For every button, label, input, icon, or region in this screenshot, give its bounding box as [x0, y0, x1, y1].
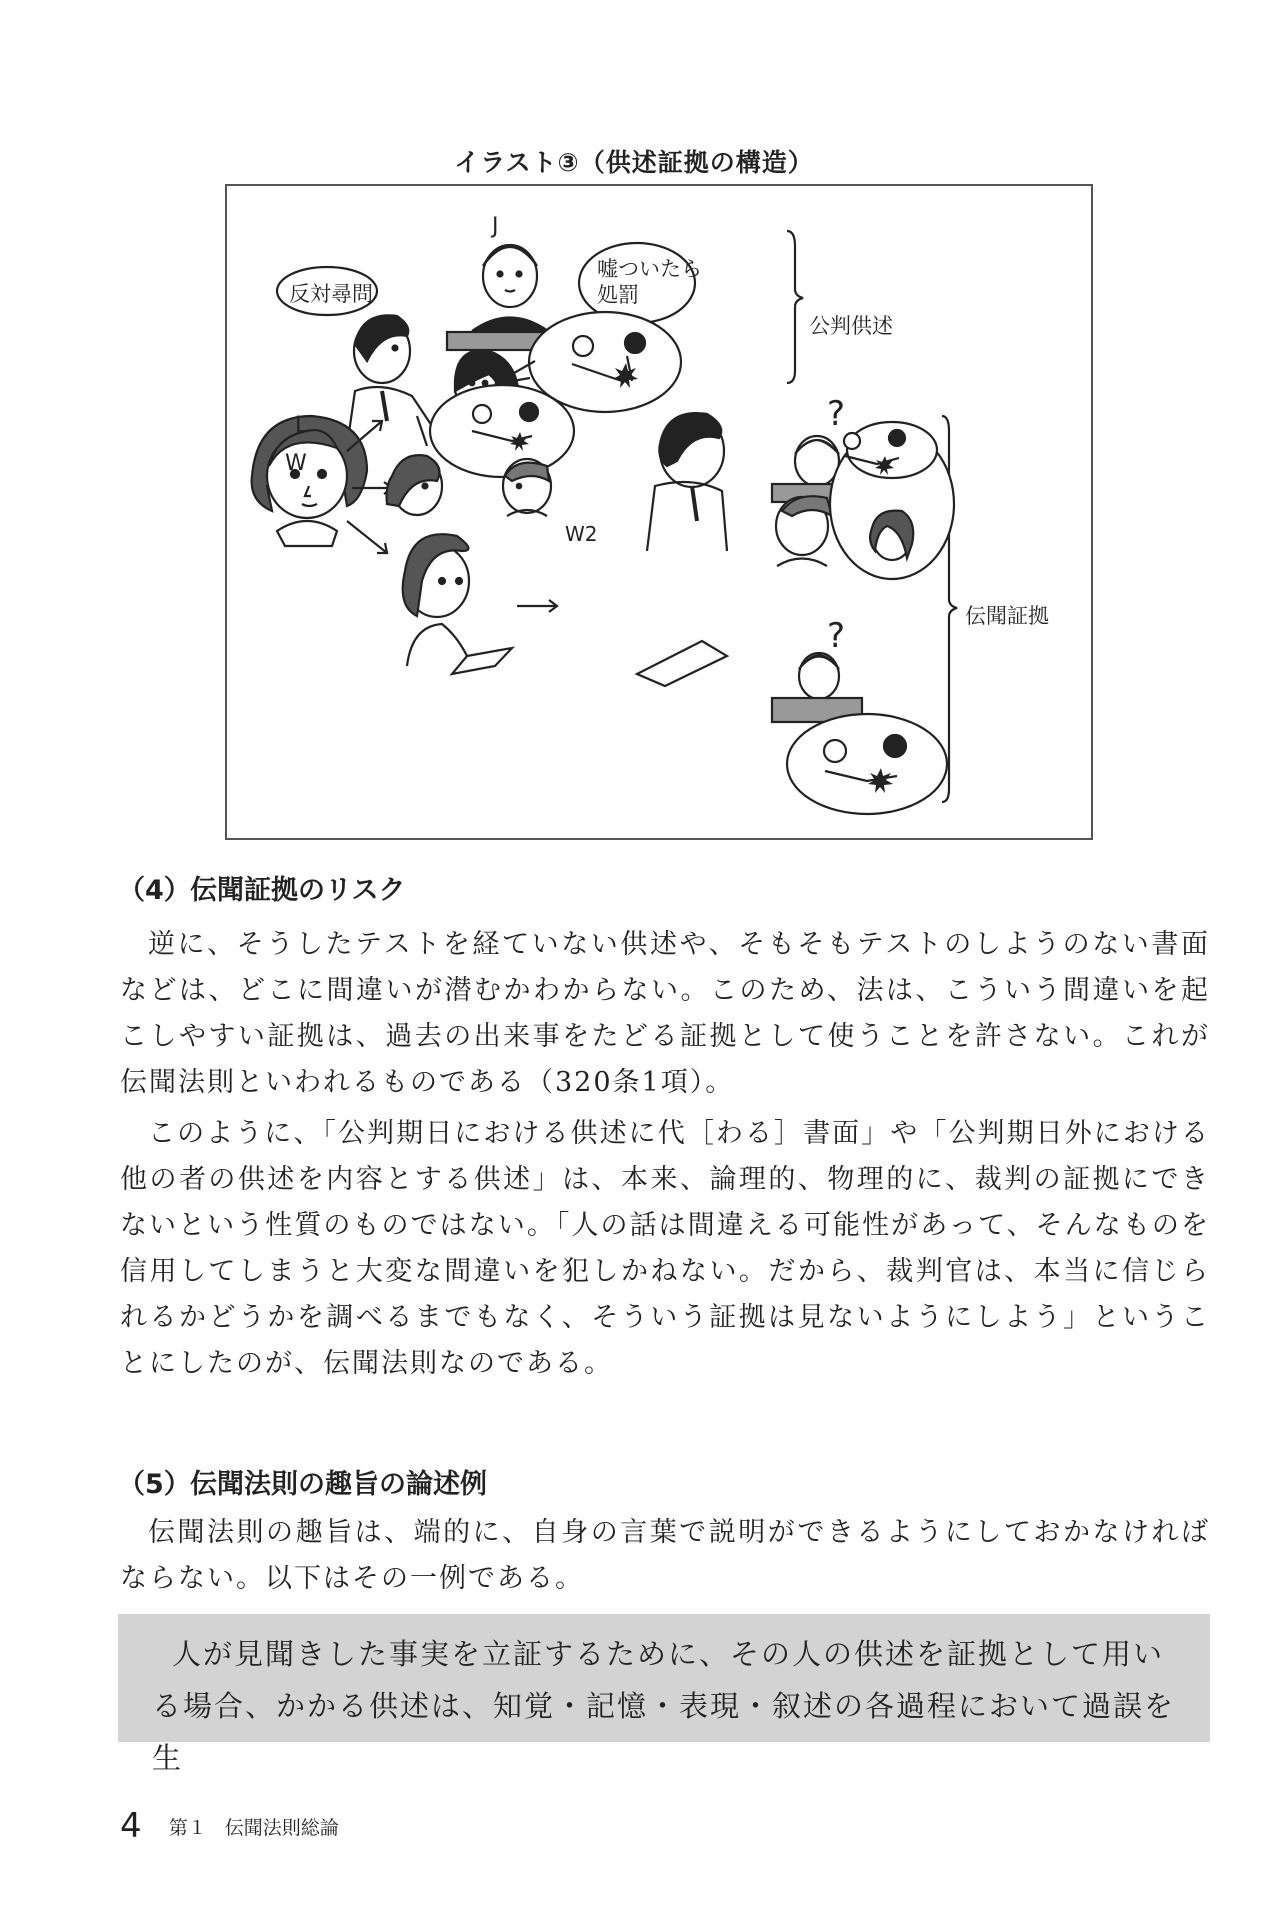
- cross-examination-bubble-text: 反対尋問: [289, 282, 373, 306]
- question-mark-upper: ?: [827, 394, 846, 434]
- label-witness: W: [285, 451, 307, 476]
- w2-testifying-figure: [776, 496, 832, 566]
- label-lawyer: L: [295, 413, 308, 438]
- question-mark-lower: ?: [827, 616, 846, 656]
- section-4-number: （4）: [118, 875, 191, 906]
- page-footer: [120, 1806, 357, 1846]
- section-5-title: 伝聞法則の趣旨の論述例: [190, 1469, 487, 1500]
- chapter-number: 第１: [168, 1817, 207, 1839]
- section-4-paragraph-2: このように、「公判期日における供述に代［わる］書面」や「公判期日外における他の者の供述を内容とする供述」は、本来、論理的、物理的に、裁判の証拠にできないという性質のものではない。「人の話は間違える可能性があって、そんなものを信用してしまうと大変な間違いを犯しかねない。だから、裁判官は、本当に信じられるかどうかを調べるまでもなく、そういう証拠は見ないようにしよう」ということにしたのが、伝聞法則なのである。: [120, 1118, 1210, 1379]
- bracket-label-hearsay: 伝聞証拠: [965, 604, 1049, 628]
- judge-figure: [472, 245, 548, 331]
- perjury-line-2: 処罰: [597, 283, 639, 307]
- hearsay-lawyer-figure: [647, 413, 727, 551]
- section-4-paragraph-1: 逆に、そうしたテストを経ていない供述や、そもそもテストのしようのない書面などは、どこに間違いが潜むかわからない。このため、法は、こういう間違いを起こしやすい証拠は、過去の出来事をたどる証拠として使うことを許さない。これが伝聞法則といわれるものである（320条1項）。: [120, 929, 1210, 1098]
- label-judge: J: [492, 214, 499, 239]
- chapter-title: 伝聞法則総論: [224, 1817, 339, 1839]
- label-witness-2: W2: [565, 522, 598, 546]
- original-witness-figure: [252, 416, 367, 546]
- perjury-bubble-text: [597, 256, 702, 308]
- page-number: 4: [120, 1806, 142, 1846]
- section-5-heading: [118, 1462, 487, 1501]
- running-head: [169, 1817, 357, 1839]
- hearer-witness-figure: [387, 455, 442, 515]
- section-5-number: （5）: [118, 1469, 191, 1500]
- writing-witness-figure: [403, 534, 512, 674]
- perjury-line-1: 嘘ついたら: [597, 257, 702, 281]
- section-4-heading: [118, 868, 405, 907]
- second-witness-figure: [503, 459, 551, 516]
- illustration-figure: [225, 184, 1093, 840]
- example-answer-box: 人が見聞きした事実を立証するために、その人の供述を証拠として用いる場合、かかる供述は、知覚・記憶・表現・叙述の各過程において過誤を生: [118, 1614, 1210, 1742]
- section-4-title: 伝聞証拠のリスク: [190, 875, 406, 906]
- section-5-paragraph: 伝聞法則の趣旨は、端的に、自身の言葉で説明ができるようにしておかなければならない。以下はその一例である。: [120, 1517, 1210, 1594]
- figure-caption: イラスト③（供述証拠の構造）: [454, 148, 814, 177]
- bracket-label-public-testimony: 公判供述: [809, 314, 893, 338]
- w-in-bubble-figure: [870, 511, 913, 560]
- document-judge-figure: [799, 653, 839, 699]
